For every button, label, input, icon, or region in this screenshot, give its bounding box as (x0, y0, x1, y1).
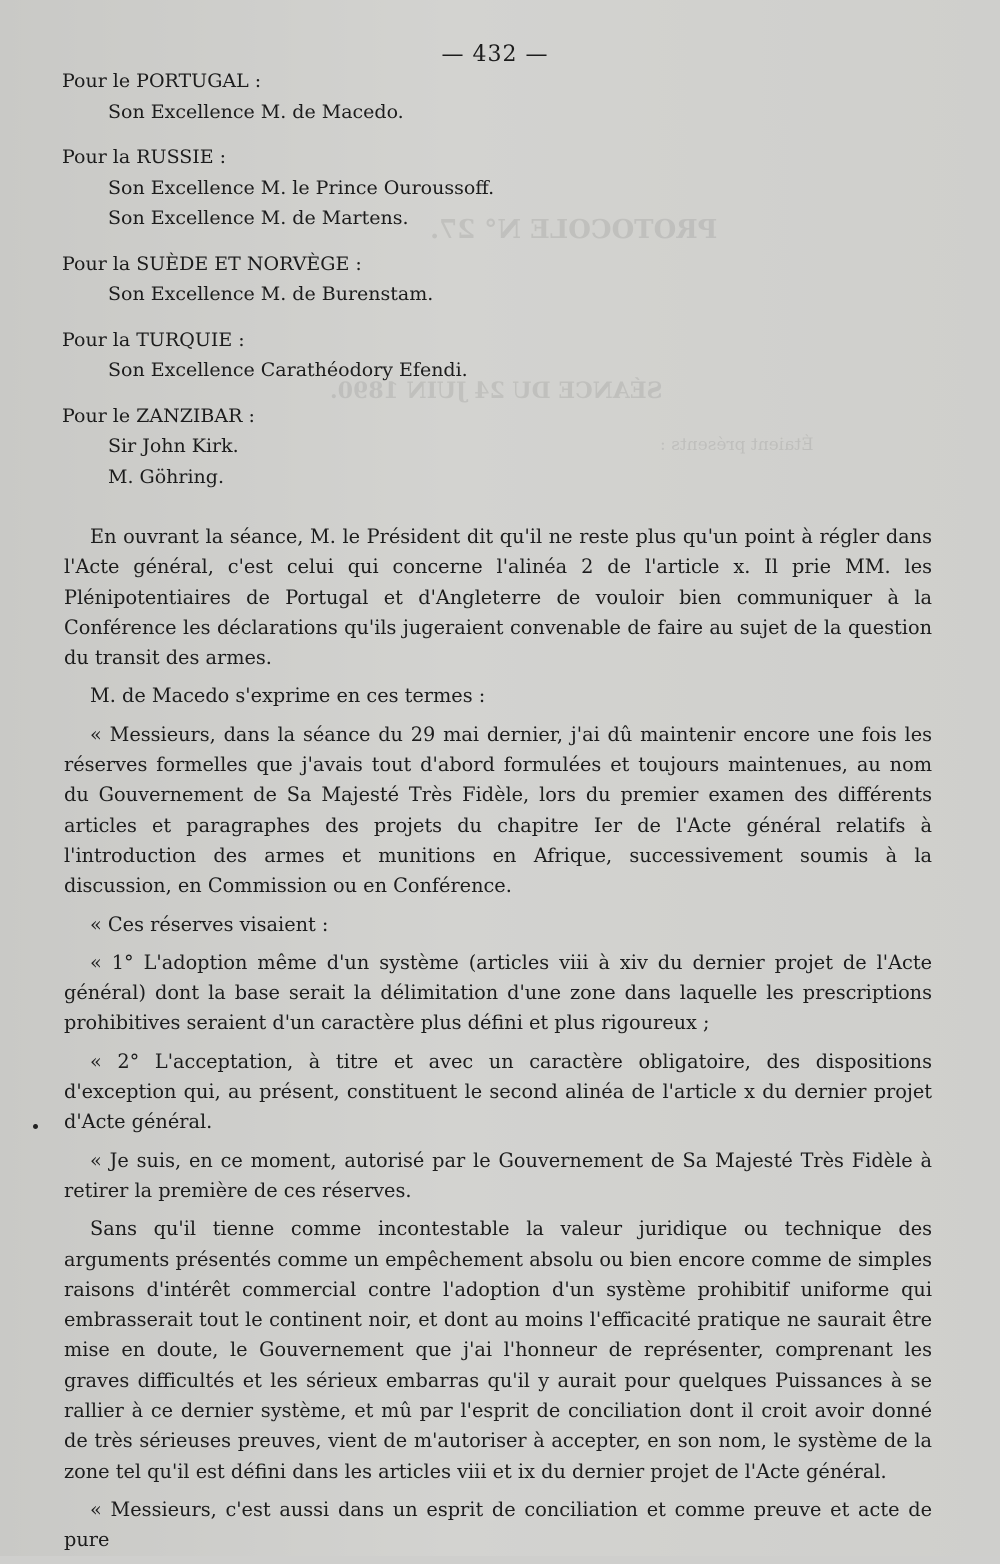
signatory-list (62, 66, 942, 507)
body-paragraph: « Messieurs, dans la séance du 29 mai dernier, j'ai dû maintenir encore une fois les réserves formelles que j'avais tout d'abord formulées et toujours maintenues, au nom du Gouvernement de Sa Majesté Très Fidèle, lors du premier examen des différents articles et paragraphes des projets du chapitre Ier de l'Acte général relatifs à l'introduction des armes et munitions en Afrique, successivement soumis à la discussion, en Commission ou en Conférence. (64, 722, 932, 898)
delegate-name: Son Excellence M. de Martens. (108, 207, 409, 229)
body-paragraph: « Ces réserves visaient : (90, 912, 329, 936)
body-paragraph: « Messieurs, c'est aussi dans un esprit de conciliation et comme preuve et acte de pure (64, 1497, 932, 1552)
ink-speck (33, 1124, 38, 1129)
delegate-name: Son Excellence M. de Burenstam. (108, 283, 434, 305)
delegate-name: Sir John Kirk. (108, 435, 239, 457)
body-paragraph: En ouvrant la séance, M. le Président dit qu'il ne reste plus qu'un point à régler dans l'Acte général, c'est celui qui concerne l'alinéa 2 de l'article x. Il prie MM. les Plénipotentiaires de Portugal et d'Angleterre de vouloir bien communiquer à la Conférence les déclarations qu'ils jugeraient convenable de faire au sujet de la question du transit des armes. (64, 525, 932, 670)
signatory-group-turkey (62, 325, 942, 386)
body-paragraph: « Je suis, en ce moment, autorisé par le Gouvernement de Sa Majesté Très Fidèle à retirer la première de ces réserves. (64, 1148, 932, 1202)
signatory-group-sweden-norway (62, 249, 942, 310)
signatory-group-portugal (62, 66, 942, 127)
page-number: — 432 — (441, 42, 549, 67)
country-heading: Pour le PORTUGAL : (62, 70, 262, 92)
minutes-body (64, 522, 932, 1564)
signatory-group-russia (62, 142, 942, 234)
delegate-name: Son Excellence M. le Prince Ouroussoff. (108, 176, 495, 199)
show-through-text: SÉANCE DU 24 JUIN 1890. (330, 378, 663, 404)
delegate-name: Son Excellence M. de Macedo. (108, 100, 404, 123)
country-heading: Pour la SUÈDE ET NORVÈGE : (62, 252, 362, 275)
body-paragraph: « 1° L'adoption même d'un système (articles viii à xiv du dernier projet de l'Acte général) dont la base serait la délimitation d'une zone dans laquelle les prescriptions prohibitives seraient d'un caractère plus défini et plus rigoureux ; (64, 950, 932, 1035)
body-paragraph: M. de Macedo s'exprime en ces termes : (90, 684, 486, 708)
body-paragraph: « 2° L'acceptation, à titre et avec un caractère obligatoire, des dispositions d'exception qui, au présent, constituent le second alinéa de l'article x du dernier projet d'Acte général. (64, 1049, 932, 1134)
delegate-name: M. Göhring. (108, 465, 224, 488)
country-heading: Pour la TURQUIE : (62, 328, 245, 351)
signatory-group-zanzibar (62, 401, 942, 493)
show-through-text: PROTOCOLE N° 27. (430, 215, 718, 245)
delegate-name: Son Excellence Carathéodory Efendi. (108, 359, 468, 381)
body-paragraph: Sans qu'il tienne comme incontestable la valeur juridique ou technique des arguments présentés comme un empêchement absolu ou bien encore comme de simples raisons d'intérêt commercial contre l'adoption d'un système prohibitif uniforme qui embrasserait tout le continent noir, et dont au moins l'efficacité pratique ne saurait être mise en doute, le Gouvernement que j'ai l'honneur de représenter, comprenant les graves difficultés et les sérieux embarras qu'il y aurait pour quelques Puissances à se rallier à ce dernier système, et mû par l'esprit de conciliation dont il croit avoir donné de très sérieuses preuves, vient de m'autoriser à accepter, en son nom, le système de la zone tel qu'il est défini dans les articles viii et ix du dernier projet de l'Acte général. (64, 1217, 932, 1483)
country-heading: Pour le ZANZIBAR : (62, 404, 255, 427)
country-heading: Pour la RUSSIE : (62, 146, 227, 168)
show-through-text: Étaient présents : (660, 435, 814, 455)
